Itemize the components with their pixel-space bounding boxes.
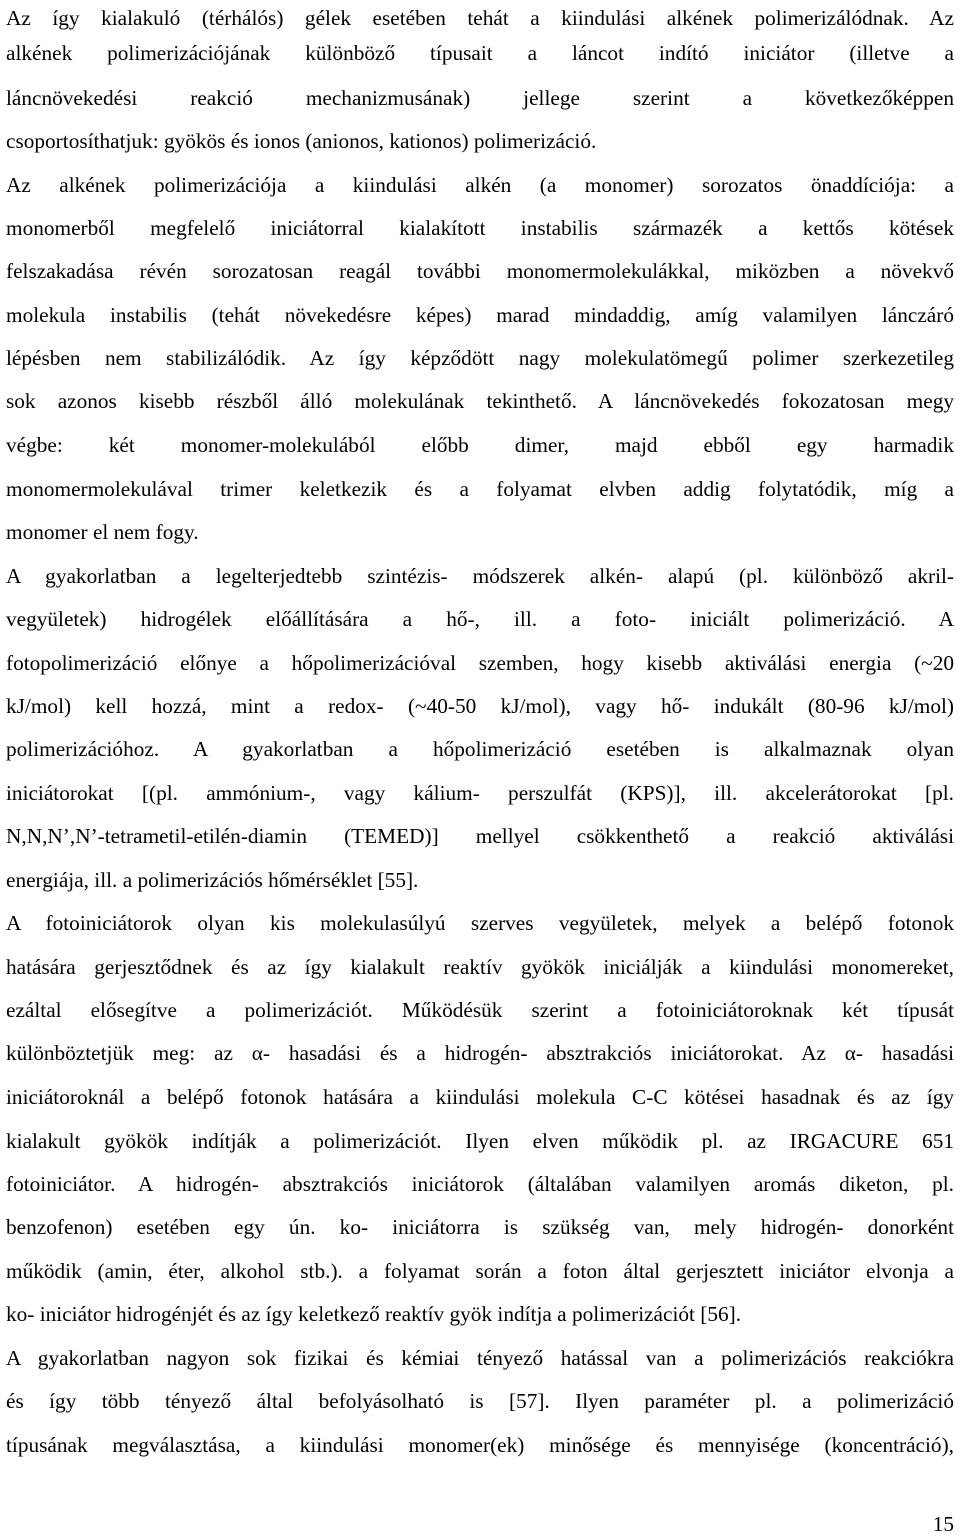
text-line: fotoiniciátor. A hidrogén- absztrakciós iniciátorok (általában valamilyen aromás diketon, pl.	[6, 1172, 954, 1196]
text-line: alkének polimerizációjának különböző típusait a láncot indító iniciátor (illetve a	[6, 41, 954, 65]
text-line: csoportosíthatjuk: gyökös és ionos (anionos, kationos) polimerizáció.	[6, 129, 597, 153]
text-line: polimerizációhoz. A gyakorlatban a hőpolimerizáció esetében is alkalmaznak olyan	[6, 737, 954, 761]
page-number: 15	[932, 1512, 954, 1536]
text-line: A fotoiniciátorok olyan kis molekulasúlyú szerves vegyületek, melyek a belépő fotonok	[6, 911, 954, 935]
text-line: sok azonos kisebb részből álló molekulának tekinthető. A láncnövekedés fokozatosan megy	[6, 389, 954, 413]
text-line: ezáltal elősegítve a polimerizációt. Működésük szerint a fotoiniciátoroknak két típusát	[6, 998, 954, 1022]
text-line: és így több tényező által befolyásolható is [57]. Ilyen paraméter pl. a polimerizáció	[6, 1389, 954, 1413]
text-line: benzofenon) esetében egy ún. ko- iniciátorra is szükség van, mely hidrogén- donorként	[6, 1215, 954, 1239]
text-line: ko- iniciátor hidrogénjét és az így keletkező reaktív gyök indítja a polimerizációt [56].	[6, 1302, 742, 1326]
text-line: monomerből megfelelő iniciátorral kialakított instabilis származék a kettős kötések	[6, 216, 954, 240]
text-line: kJ/mol) kell hozzá, mint a redox- (~40-50 kJ/mol), vagy hő- indukált (80-96 kJ/mol)	[6, 694, 954, 718]
text-line: energiája, ill. a polimerizációs hőmérséklet [55].	[6, 868, 419, 892]
text-line: Az így kialakuló (térhálós) gélek esetében tehát a kiindulási alkének polimerizálódnak. Az	[6, 6, 954, 30]
text-line: iniciátoroknál a belépő fotonok hatására a kiindulási molekula C-C kötései hasadnak és az így	[6, 1085, 954, 1109]
text-line: Az alkének polimerizációja a kiindulási alkén (a monomer) sorozatos önaddíciója: a	[6, 173, 954, 197]
text-line: fotopolimerizáció előnye a hőpolimerizációval szemben, hogy kisebb aktiválási energia (~20	[6, 651, 954, 675]
text-line: vegyületek) hidrogélek előállítására a hő-, ill. a foto- iniciált polimerizáció. A	[6, 607, 954, 631]
text-line: láncnövekedési reakció mechanizmusának) jellege szerint a következőképpen	[6, 86, 954, 110]
text-line: A gyakorlatban nagyon sok fizikai és kémiai tényező hatással van a polimerizációs reakciókra	[6, 1346, 954, 1370]
text-line: hatására gerjesztődnek és az így kialakult reaktív gyökök iniciálják a kiindulási monomereket,	[6, 955, 954, 979]
text-line: típusának megválasztása, a kiindulási monomer(ek) minősége és mennyisége (koncentráció),	[6, 1433, 954, 1457]
text-line: különböztetjük meg: az α- hasadási és a hidrogén- absztrakciós iniciátorokat. Az α- hasadási	[6, 1041, 954, 1065]
text-line: monomermolekulával trimer keletkezik és a folyamat elvben addig folytatódik, míg a	[6, 477, 954, 501]
text-line: felszakadása révén sorozatosan reagál további monomermolekulákkal, miközben a növekvő	[6, 259, 954, 283]
text-line: működik (amin, éter, alkohol stb.). a folyamat során a foton által gerjesztett iniciátor elvonja a	[6, 1259, 954, 1283]
text-line: N,N,N’,N’-tetrametil-etilén-diamin (TEMED)] mellyel csökkenthető a reakció aktiválási	[6, 824, 954, 848]
text-line: molekula instabilis (tehát növekedésre képes) marad mindaddig, amíg valamilyen lánczáró	[6, 303, 954, 327]
text-line: végbe: két monomer-molekulából előbb dimer, majd ebből egy harmadik	[6, 433, 954, 457]
text-line: kialakult gyökök indítják a polimerizációt. Ilyen elven működik pl. az IRGACURE 651	[6, 1129, 954, 1153]
text-line: monomer el nem fogy.	[6, 520, 199, 544]
text-line: lépésben nem stabilizálódik. Az így képződött nagy molekulatömegű polimer szerkezetileg	[6, 346, 954, 370]
text-line: A gyakorlatban a legelterjedtebb szintézis- módszerek alkén- alapú (pl. különböző akril-	[6, 564, 954, 588]
text-line: iniciátorokat [(pl. ammónium-, vagy kálium- perszulfát (KPS)], ill. akcelerátorokat [pl.	[6, 781, 954, 805]
